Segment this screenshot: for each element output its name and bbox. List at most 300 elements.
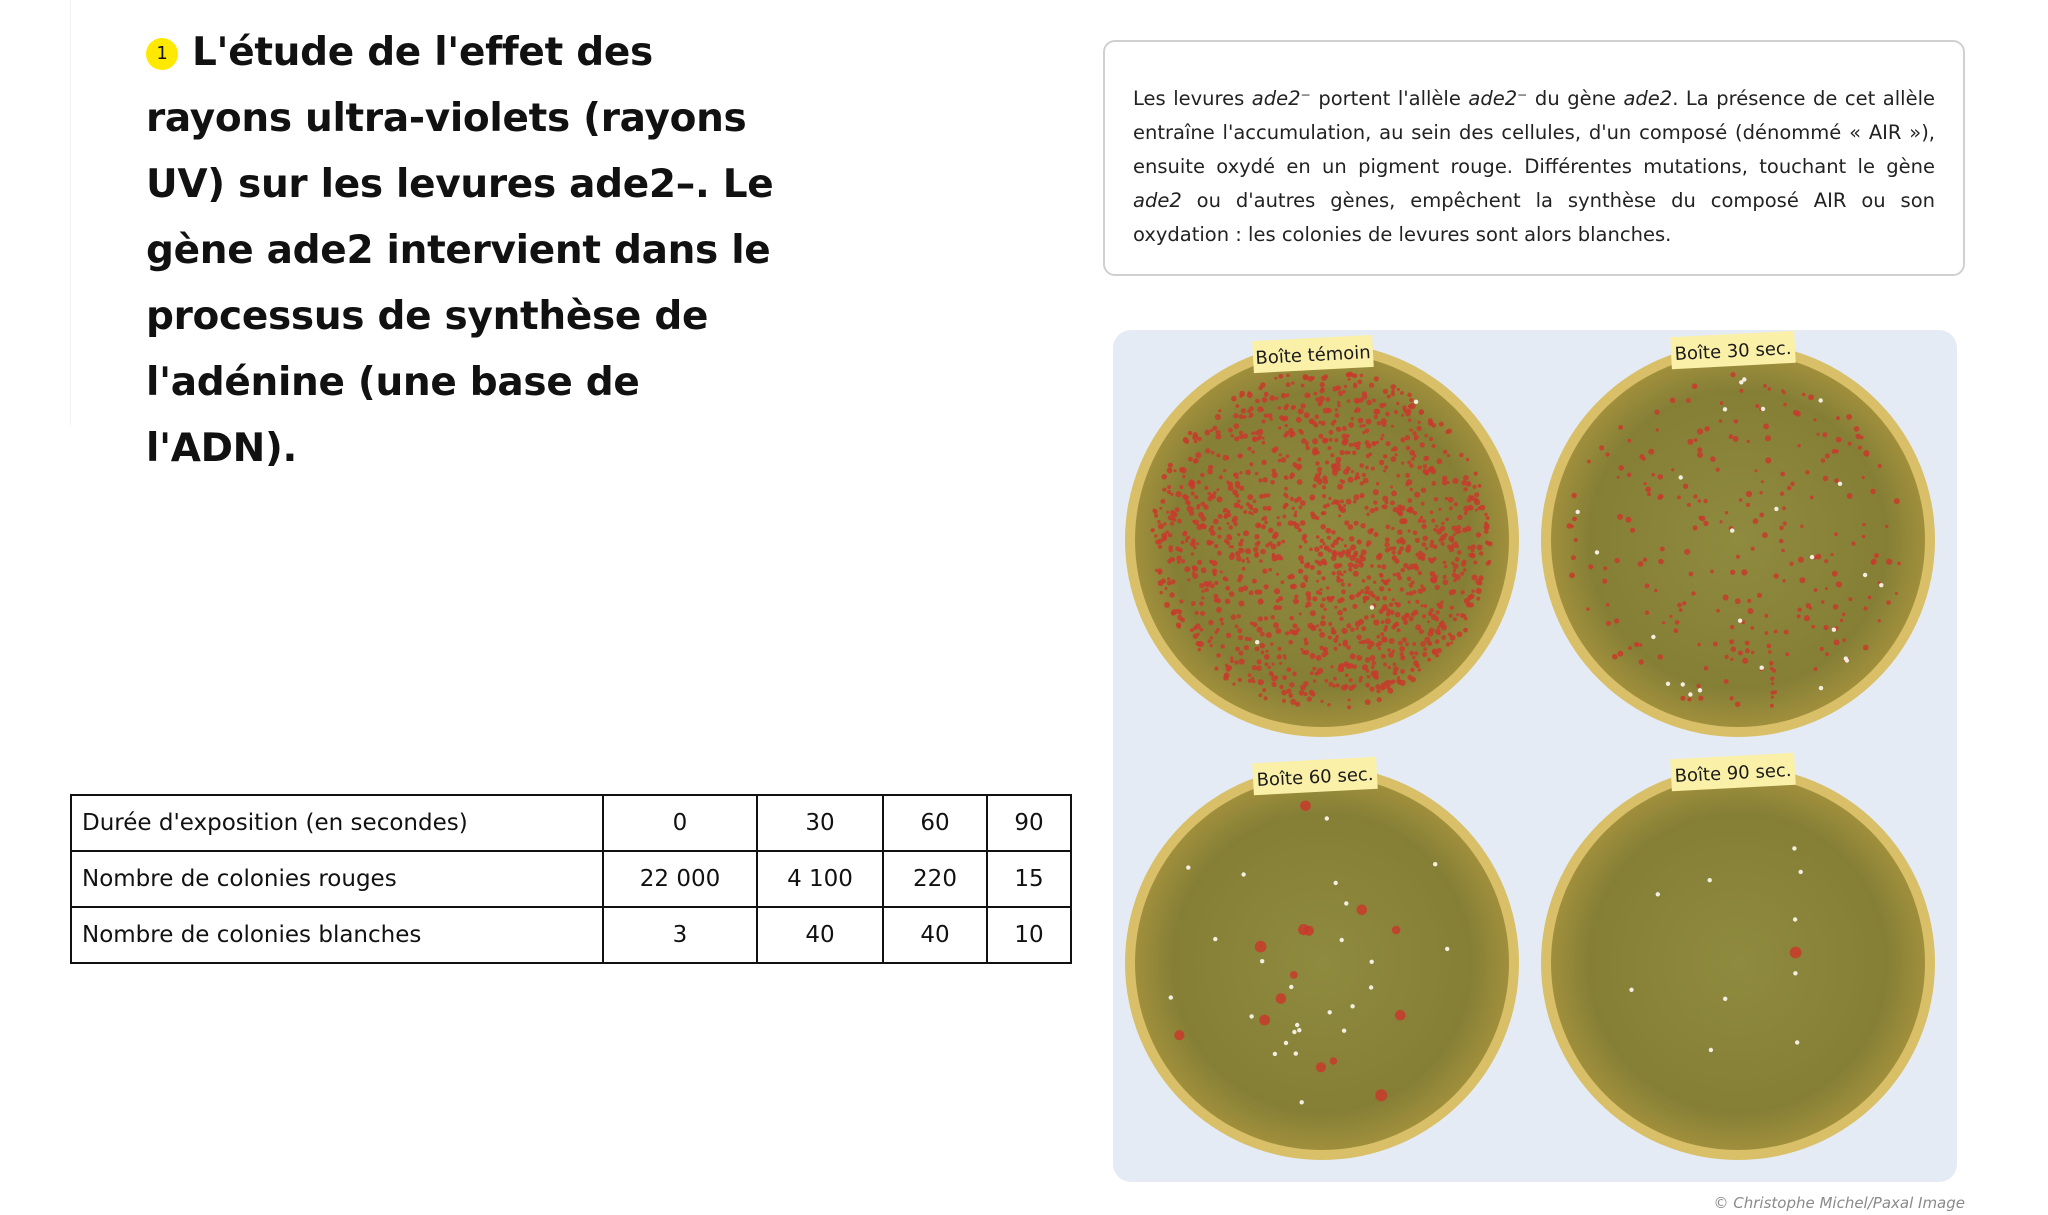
red-colony (1367, 645, 1372, 650)
red-colony (1374, 507, 1378, 511)
table-row (71, 907, 1071, 963)
red-colony (1340, 450, 1345, 455)
red-colony (1675, 620, 1680, 625)
red-colony (1216, 488, 1219, 491)
red-colony (1349, 678, 1353, 682)
red-colony (1195, 611, 1199, 615)
red-colony (1405, 473, 1410, 478)
red-colony (1799, 577, 1805, 583)
red-colony (1279, 685, 1283, 689)
red-colony (1474, 492, 1479, 497)
red-colony (1805, 470, 1809, 474)
red-colony (1341, 589, 1346, 594)
red-colony (1798, 557, 1804, 563)
red-colony (1320, 539, 1324, 543)
red-colony (1698, 696, 1703, 701)
red-colony (1218, 527, 1222, 531)
red-colony (1382, 686, 1386, 690)
red-colony (1322, 542, 1325, 545)
white-colony (1340, 938, 1344, 942)
red-colony (1327, 548, 1331, 552)
red-colony (1353, 384, 1358, 389)
plate-label: Boîte 30 sec. (1674, 337, 1793, 366)
red-colony (1219, 475, 1223, 479)
red-colony (1289, 629, 1294, 634)
red-colony (1279, 415, 1284, 420)
red-colony (1466, 481, 1472, 487)
red-colony (1421, 502, 1425, 506)
red-colony (1485, 523, 1490, 528)
red-colony (1403, 409, 1407, 413)
red-colony (1393, 573, 1396, 576)
red-colony (1739, 498, 1743, 502)
red-colony (1187, 536, 1191, 540)
red-colony (1232, 683, 1235, 686)
red-colony (1263, 477, 1268, 482)
red-colony (1239, 434, 1244, 439)
red-colony (1574, 538, 1578, 542)
red-colony (1320, 524, 1326, 530)
red-colony (1617, 514, 1623, 520)
red-colony (1251, 431, 1255, 435)
red-colony (1462, 560, 1467, 565)
red-colony (1214, 667, 1218, 671)
red-colony (1763, 424, 1769, 430)
red-colony (1284, 406, 1289, 411)
red-colony (1376, 441, 1379, 444)
red-colony (1692, 383, 1698, 389)
red-colony (1284, 476, 1287, 479)
red-colony (1400, 391, 1404, 395)
red-colony (1230, 552, 1235, 557)
red-colony (1356, 472, 1360, 476)
table-cell: 60 (883, 795, 987, 851)
red-colony (1679, 608, 1683, 612)
red-colony (1198, 641, 1204, 647)
red-colony (1414, 492, 1420, 498)
red-colony (1274, 446, 1279, 451)
red-colony (1821, 458, 1825, 462)
plate-60s (1125, 757, 1519, 1160)
red-colony (1310, 565, 1315, 570)
red-colony (1719, 520, 1722, 523)
white-colony (1793, 917, 1797, 921)
red-colony (1225, 578, 1228, 581)
red-colony (1239, 486, 1244, 491)
red-colony (1304, 638, 1308, 642)
red-colony (1229, 525, 1233, 529)
red-colony (1474, 499, 1480, 505)
red-colony (1443, 561, 1447, 565)
red-colony (1402, 518, 1408, 524)
red-colony (1662, 621, 1665, 624)
red-colony (1366, 540, 1371, 545)
red-colony (1824, 625, 1829, 630)
red-colony (1699, 516, 1703, 520)
red-colony (1333, 539, 1339, 545)
red-colony (1152, 509, 1156, 513)
red-colony (1645, 611, 1649, 615)
red-colony (1224, 539, 1228, 543)
red-colony (1304, 412, 1310, 418)
red-colony (1433, 575, 1438, 580)
red-colony (1430, 468, 1436, 474)
red-colony (1357, 592, 1361, 596)
red-colony (1358, 679, 1362, 683)
red-colony (1755, 404, 1759, 408)
red-colony (1257, 659, 1262, 664)
white-colony (1284, 1041, 1288, 1045)
red-colony (1151, 528, 1155, 532)
red-colony (1318, 434, 1323, 439)
red-colony (1735, 701, 1741, 707)
red-colony (1357, 476, 1361, 480)
red-colony (1158, 545, 1162, 549)
red-colony (1793, 410, 1799, 416)
red-colony (1319, 632, 1325, 638)
red-colony (1216, 434, 1222, 440)
red-colony (1384, 581, 1389, 586)
red-colony (1381, 579, 1384, 582)
red-colony (1710, 456, 1716, 462)
red-colony (1639, 659, 1644, 664)
red-colony (1612, 654, 1618, 660)
red-colony (1348, 422, 1354, 428)
red-colony (1315, 473, 1321, 479)
red-colony (1427, 641, 1431, 645)
red-colony (1228, 665, 1232, 669)
red-colony (1266, 632, 1272, 638)
row-label: Nombre de colonies blanches (71, 907, 603, 963)
red-colony (1299, 506, 1303, 510)
red-colony (1431, 423, 1436, 428)
red-colony (1452, 573, 1457, 578)
red-colony (1357, 380, 1362, 385)
red-colony (1848, 597, 1852, 601)
left-margin-rule (70, 0, 71, 425)
red-colony (1813, 418, 1816, 421)
red-colony (1336, 683, 1340, 687)
red-colony (1450, 641, 1453, 644)
red-colony (1162, 488, 1166, 492)
red-colony (1460, 572, 1464, 576)
red-colony (1344, 520, 1349, 525)
white-colony (1576, 510, 1580, 514)
red-colony (1319, 396, 1325, 402)
red-colony (1365, 466, 1369, 470)
red-colony (1443, 579, 1449, 585)
plate-label: Boîte 60 sec. (1256, 763, 1375, 792)
red-colony (1847, 493, 1853, 499)
section-heading-text: L'étude de l'effet des rayons ultra-violets (rayons UV) sur les levures ade2–. Le gène ade2 intervient dans le processus de synthèse de l'adénine (une base de l'ADN). (146, 30, 774, 471)
red-colony (1290, 497, 1294, 501)
red-colony (1765, 631, 1769, 635)
red-colony (1862, 476, 1865, 479)
red-colony (1242, 567, 1246, 571)
white-colony (1294, 1051, 1298, 1055)
red-colony (1264, 696, 1268, 700)
red-colony (1478, 581, 1482, 585)
red-colony (1193, 634, 1198, 639)
red-colony (1389, 603, 1393, 607)
red-colony (1365, 699, 1371, 705)
red-colony (1784, 630, 1789, 635)
red-colony (1394, 410, 1398, 414)
red-colony (1268, 541, 1272, 545)
red-colony (1192, 520, 1195, 523)
white-colony (1328, 1010, 1332, 1014)
red-colony (1213, 519, 1219, 525)
red-colony (1304, 392, 1310, 398)
red-colony (1182, 531, 1187, 536)
red-colony (1272, 663, 1275, 666)
red-colony (1231, 396, 1237, 402)
red-colony (1253, 547, 1258, 552)
red-colony (1729, 639, 1734, 644)
red-colony (1316, 655, 1322, 661)
red-colony (1297, 457, 1301, 461)
red-colony (1762, 532, 1768, 538)
red-colony (1359, 398, 1364, 403)
red-colony (1858, 446, 1862, 450)
red-colony (1223, 509, 1226, 512)
red-colony (1226, 534, 1231, 539)
red-colony (1284, 503, 1288, 507)
red-colony (1435, 525, 1438, 528)
red-colony (1450, 606, 1454, 610)
red-colony (1267, 413, 1272, 418)
plate-label: Boîte témoin (1254, 341, 1372, 370)
red-colony (1647, 492, 1651, 496)
red-colony (1271, 615, 1275, 619)
red-colony (1201, 567, 1207, 573)
red-colony (1252, 579, 1257, 584)
red-colony (1372, 594, 1376, 598)
red-colony (1441, 635, 1446, 640)
red-colony (1300, 403, 1305, 408)
red-colony (1190, 628, 1194, 632)
table-cell: 220 (883, 851, 987, 907)
red-colony (1392, 550, 1396, 554)
red-colony (1264, 414, 1268, 418)
red-colony (1407, 577, 1412, 582)
red-colony (1418, 421, 1421, 424)
red-colony (1348, 378, 1351, 381)
red-colony (1780, 492, 1784, 496)
red-colony (1295, 701, 1300, 706)
red-colony (1318, 628, 1321, 631)
red-colony (1825, 454, 1830, 459)
red-colony (1347, 705, 1351, 709)
red-colony (1471, 549, 1475, 553)
plate-label: Boîte 90 sec. (1674, 759, 1793, 788)
red-colony (1319, 545, 1323, 549)
red-colony (1423, 456, 1429, 462)
red-colony (1320, 700, 1323, 703)
red-colony (1201, 589, 1204, 592)
red-colony (1176, 491, 1182, 497)
red-colony (1297, 479, 1303, 485)
red-colony (1336, 427, 1340, 431)
red-colony (1797, 614, 1801, 618)
red-colony (1323, 408, 1329, 414)
red-colony (1330, 1057, 1337, 1064)
red-colony (1357, 905, 1368, 916)
red-colony (1404, 613, 1409, 618)
red-colony (1874, 553, 1879, 558)
plate-agar (1551, 776, 1925, 1150)
red-colony (1470, 553, 1475, 558)
red-colony (1315, 397, 1319, 401)
red-colony (1371, 467, 1375, 471)
red-colony (1298, 569, 1303, 574)
red-colony (1347, 399, 1351, 403)
red-colony (1670, 398, 1676, 404)
red-colony (1741, 569, 1747, 575)
red-colony (1451, 525, 1456, 530)
red-colony (1288, 520, 1294, 526)
red-colony (1247, 447, 1251, 451)
red-colony (1332, 550, 1338, 556)
red-colony (1725, 655, 1729, 659)
red-colony (1669, 615, 1672, 618)
red-colony (1254, 534, 1259, 539)
red-colony (1704, 499, 1708, 503)
red-colony (1878, 619, 1881, 622)
red-colony (1312, 626, 1316, 630)
red-colony (1250, 622, 1254, 626)
red-colony (1236, 556, 1242, 562)
red-colony (1654, 410, 1659, 415)
red-colony (1341, 538, 1344, 541)
red-colony (1268, 666, 1271, 669)
red-colony (1210, 429, 1213, 432)
red-colony (1391, 384, 1397, 390)
red-colony (1321, 559, 1326, 564)
red-colony (1421, 524, 1426, 529)
red-colony (1397, 529, 1403, 535)
white-colony (1819, 398, 1823, 402)
red-colony (1375, 684, 1380, 689)
red-colony (1414, 651, 1418, 655)
plate-30s (1541, 331, 1935, 737)
red-colony (1618, 465, 1624, 471)
red-colony (1307, 696, 1312, 701)
red-colony (1457, 631, 1463, 637)
red-colony (1614, 618, 1619, 623)
red-colony (1344, 385, 1347, 388)
red-colony (1336, 467, 1341, 472)
red-colony (1181, 541, 1185, 545)
red-colony (1317, 668, 1323, 674)
red-colony (1321, 421, 1326, 426)
red-colony (1183, 495, 1188, 500)
table-cell: 15 (987, 851, 1071, 907)
red-colony (1340, 499, 1344, 503)
red-colony (1449, 590, 1455, 596)
white-colony (1325, 816, 1329, 820)
red-colony (1840, 619, 1843, 622)
red-colony (1233, 473, 1236, 476)
red-colony (1423, 604, 1427, 608)
red-colony (1478, 575, 1483, 580)
red-colony (1400, 537, 1404, 541)
red-colony (1331, 502, 1334, 505)
red-colony (1320, 603, 1325, 608)
red-colony (1393, 663, 1397, 667)
red-colony (1358, 619, 1364, 625)
red-colony (1336, 578, 1341, 583)
white-colony (1799, 870, 1803, 874)
red-colony (1186, 501, 1191, 506)
red-colony (1201, 516, 1207, 522)
red-colony (1391, 425, 1394, 428)
red-colony (1431, 519, 1435, 523)
red-colony (1358, 418, 1364, 424)
red-colony (1391, 448, 1394, 451)
red-colony (1422, 519, 1426, 523)
red-colony (1377, 421, 1381, 425)
red-colony (1264, 654, 1270, 660)
red-colony (1312, 484, 1316, 488)
red-colony (1237, 614, 1241, 618)
red-colony (1443, 575, 1447, 579)
red-colony (1188, 431, 1193, 436)
red-colony (1380, 574, 1384, 578)
red-colony (1214, 544, 1218, 548)
red-colony (1402, 637, 1407, 642)
red-colony (1303, 681, 1309, 687)
red-colony (1274, 377, 1277, 380)
red-colony (1286, 382, 1291, 387)
white-colony (1730, 528, 1734, 532)
red-colony (1453, 617, 1457, 621)
red-colony (1603, 566, 1607, 570)
red-colony (1244, 645, 1249, 650)
red-colony (1359, 641, 1362, 644)
red-colony (1276, 573, 1279, 576)
red-colony (1321, 615, 1325, 619)
red-colony (1686, 398, 1691, 403)
section-heading (146, 20, 786, 482)
red-colony (1315, 560, 1319, 564)
red-colony (1397, 576, 1402, 581)
red-colony (1420, 442, 1425, 447)
red-colony (1187, 578, 1190, 581)
white-colony (1738, 619, 1742, 623)
red-colony (1378, 647, 1381, 650)
red-colony (1441, 542, 1445, 546)
red-colony (1330, 665, 1333, 668)
red-colony (1370, 655, 1376, 661)
red-colony (1334, 438, 1338, 442)
red-colony (1381, 620, 1385, 624)
red-colony (1384, 455, 1387, 458)
red-colony (1770, 667, 1773, 670)
red-colony (1710, 570, 1714, 574)
red-colony (1411, 581, 1415, 585)
red-colony (1215, 414, 1221, 420)
red-colony (1227, 522, 1230, 525)
red-colony (1199, 601, 1204, 606)
red-colony (1316, 535, 1320, 539)
red-colony (1755, 469, 1758, 472)
red-colony (1348, 567, 1352, 571)
red-colony (1412, 642, 1416, 646)
red-colony (1255, 522, 1261, 528)
red-colony (1312, 421, 1316, 425)
red-colony (1753, 518, 1759, 524)
